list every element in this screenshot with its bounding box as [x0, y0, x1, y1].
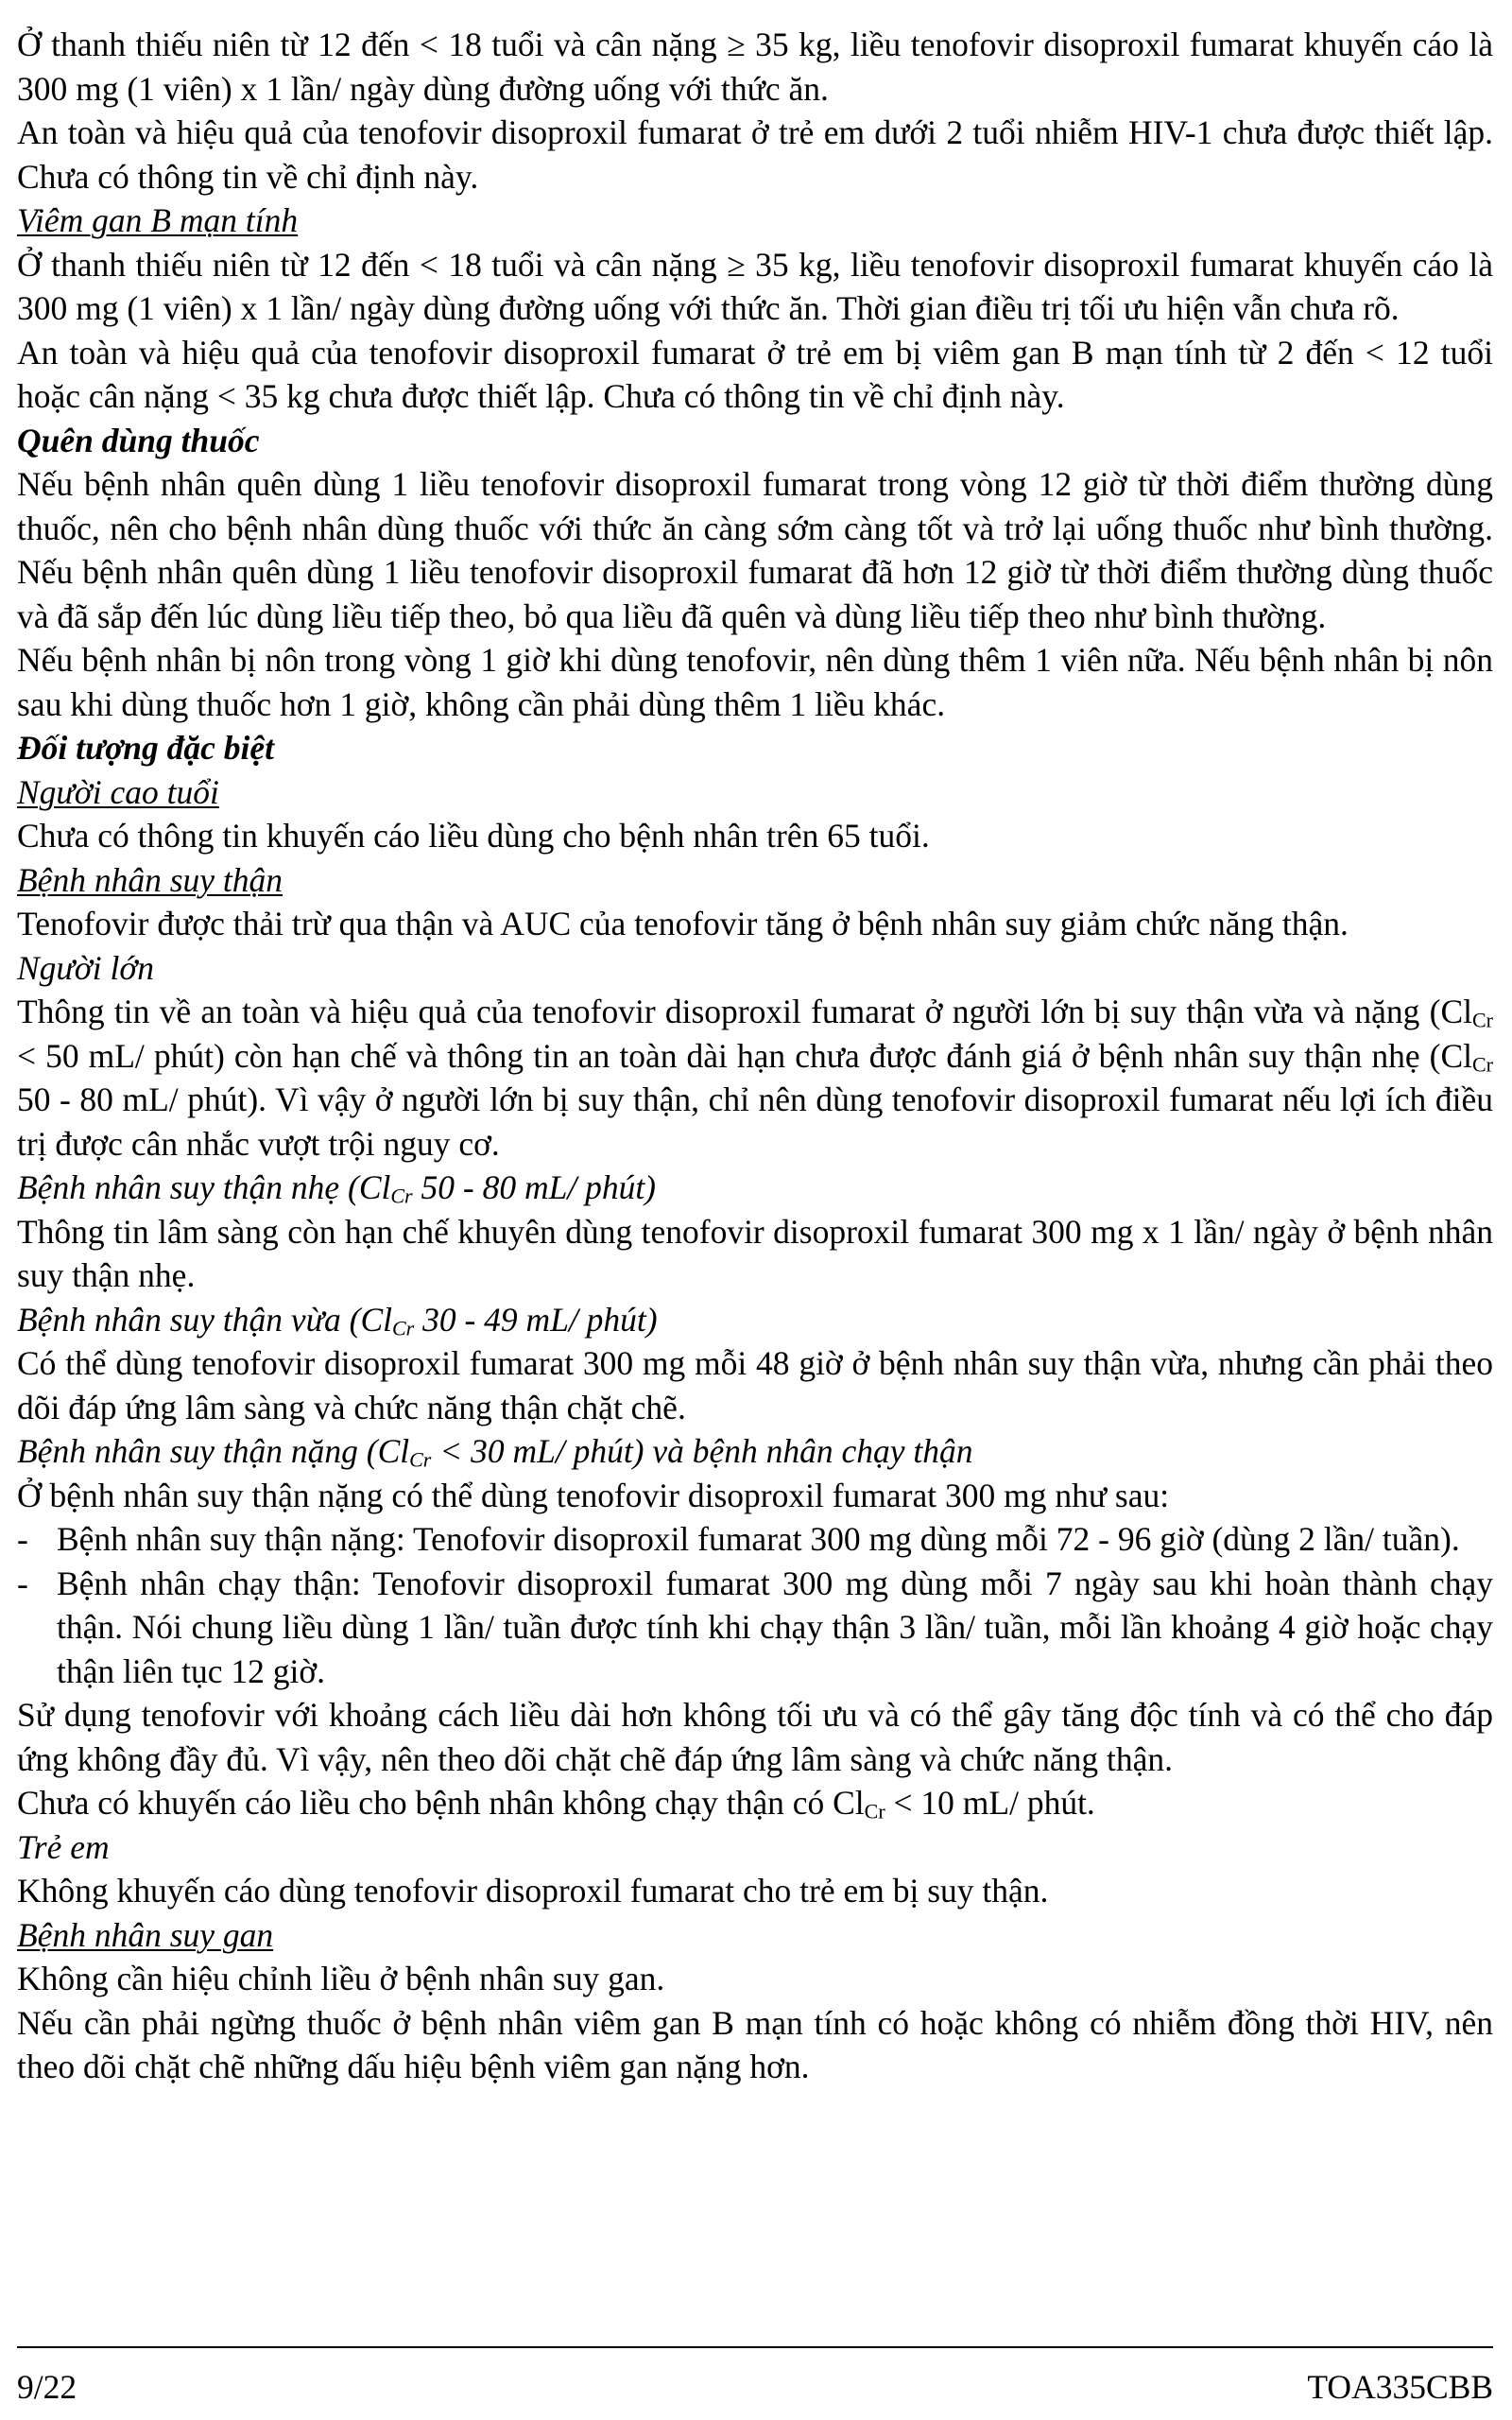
- document-code: TOA335CBB: [1307, 2368, 1493, 2406]
- page-number: 9/22: [17, 2368, 77, 2406]
- paragraph: Nếu cần phải ngừng thuốc ở bệnh nhân viêm gan B mạn tính có hoặc không có nhiễm đồng thời HIV, nên theo dõi chặt chẽ những dấu hiệu bệnh viêm gan nặng hơn.: [17, 2003, 1493, 2085]
- paragraph-adults: [17, 990, 1493, 1166]
- paragraph: Ở thanh thiếu niên từ 12 đến < 18 tuổi và cân nặng ≥ 35 kg, liều tenofovir disoproxil fumarat khuyến cáo là 300 mg (1 viên) x 1 lần/ ngày dùng đường uống với thức ăn. Thời gian điều trị tối ưu hiện vẫn chưa rõ.: [17, 245, 1493, 327]
- document-body: [17, 23, 1493, 2089]
- text-run: < 10 mL/ phút.: [885, 1784, 1095, 1822]
- subscript-cr: Cr: [1472, 1051, 1493, 1076]
- dash-marker: -: [17, 1564, 28, 1602]
- text-run: < 30 mL/ phút) và bệnh nhân chạy thận: [431, 1432, 973, 1470]
- subscript-cr: Cr: [409, 1447, 432, 1472]
- text-run: Thông tin về an toàn và hiệu quả của tenofovir disoproxil fumarat ở người lớn bị suy thận vừa và nặng (Cl: [17, 993, 1472, 1030]
- paragraph-no-dialysis: [17, 1781, 1493, 1825]
- paragraph: Chưa có thông tin khuyến cáo liều dùng cho bệnh nhân trên 65 tuổi.: [17, 817, 930, 855]
- paragraph: Ở bệnh nhân suy thận nặng có thể dùng tenofovir disoproxil fumarat 300 mg như sau:: [17, 1476, 1170, 1514]
- subheading-mild-renal: [17, 1166, 1493, 1210]
- text-run: < 50 mL/ phút) còn hạn chế và thông tin an toàn dài hạn chưa được đánh giá ở bệnh nhân suy thận nhẹ (Cl: [17, 1036, 1472, 1075]
- subheading-renal-impairment: Bệnh nhân suy thận: [17, 860, 284, 899]
- heading-missed-dose: Quên dùng thuốc: [17, 421, 260, 459]
- subscript-cr: Cr: [391, 1315, 415, 1340]
- text-run: 30 - 49 mL/ phút): [414, 1300, 658, 1339]
- subheading-moderate-renal: [17, 1298, 1493, 1342]
- subheading-children: Trẻ em: [17, 1827, 110, 1866]
- text-run: 50 - 80 mL/ phút): [412, 1168, 656, 1206]
- subscript-cr: Cr: [864, 1799, 885, 1824]
- text-run: Bệnh nhân suy thận nhẹ (Cl: [17, 1168, 391, 1206]
- subheading-chronic-hepatitis-b: Viêm gan B mạn tính: [17, 201, 299, 239]
- subheading-adults: Người lớn: [17, 948, 155, 987]
- paragraph: Tenofovir được thải trừ qua thận và AUC của tenofovir tăng ở bệnh nhân suy giảm chức năng thận.: [17, 905, 1349, 942]
- subheading-hepatic-impairment: Bệnh nhân suy gan: [17, 1915, 274, 1954]
- subscript-cr: Cr: [390, 1184, 413, 1208]
- paragraph: An toàn và hiệu quả của tenofovir disoproxil fumarat ở trẻ em bị viêm gan B mạn tính từ 2 đến < 12 tuổi hoặc cân nặng < 35 kg chưa được thiết lập. Chưa có thông tin về chỉ định này.: [17, 333, 1493, 415]
- paragraph: Nếu bệnh nhân quên dùng 1 liều tenofovir disoproxil fumarat trong vòng 12 giờ từ thời điểm thường dùng thuốc, nên cho bệnh nhân dùng thuốc với thức ăn càng sớm càng tốt và trở lại uống thuốc như bình thường. Nếu bệnh nhân quên dùng 1 liều tenofovir disoproxil fumarat đã hơn 12 giờ từ thời điểm thường dùng thuốc và đã sắp đến lúc dùng liều tiếp theo, bỏ qua liều đã quên và dùng liều tiếp theo như bình thường.: [17, 465, 1493, 635]
- heading-special-populations: Đối tượng đặc biệt: [17, 729, 275, 767]
- list-item-text: Bệnh nhân chạy thận: Tenofovir disoproxil fumarat 300 mg dùng mỗi 7 ngày sau khi hoàn thành chạy thận. Nói chung liều dùng 1 lần/ tuần được tính khi chạy thận 3 lần/ tuần, mỗi lần khoảng 4 giờ hoặc chạy thận liên tục 12 giờ.: [57, 1564, 1493, 1690]
- list-item: [17, 1562, 1493, 1694]
- list-item-text: Bệnh nhân suy thận nặng: Tenofovir disoproxil fumarat 300 mg dùng mỗi 72 - 96 giờ (dùng 2 lần/ tuần).: [57, 1520, 1460, 1558]
- text-run: Bệnh nhân suy thận nặng (Cl: [17, 1432, 410, 1470]
- text-run: Bệnh nhân suy thận vừa (Cl: [17, 1300, 392, 1339]
- subscript-cr: Cr: [1472, 1008, 1493, 1032]
- paragraph: Nếu bệnh nhân bị nôn trong vòng 1 giờ khi dùng tenofovir, nên dùng thêm 1 viên nữa. Nếu bệnh nhân bị nôn sau khi dùng thuốc hơn 1 giờ, không cần phải dùng thêm 1 liều khác.: [17, 641, 1493, 723]
- paragraph: Không cần hiệu chỉnh liều ở bệnh nhân suy gan.: [17, 1960, 665, 1997]
- paragraph: Có thể dùng tenofovir disoproxil fumarat 300 mg mỗi 48 giờ ở bệnh nhân suy thận vừa, nhưng cần phải theo dõi đáp ứng lâm sàng và chức năng thận chặt chẽ.: [17, 1344, 1493, 1426]
- paragraph: An toàn và hiệu quả của tenofovir disoproxil fumarat ở trẻ em dưới 2 tuổi nhiễm HIV-1 chưa được thiết lập. Chưa có thông tin về chỉ định này.: [17, 113, 1493, 196]
- dash-marker: -: [17, 1520, 28, 1558]
- footer-divider: [17, 2346, 1493, 2348]
- paragraph: Thông tin lâm sàng còn hạn chế khuyên dùng tenofovir disoproxil fumarat 300 mg x 1 lần/ ngày ở bệnh nhân suy thận nhẹ.: [17, 1212, 1493, 1294]
- text-run: 50 - 80 mL/ phút). Vì vậy ở người lớn bị suy thận, chỉ nên dùng tenofovir disoproxil fumarat nếu lợi ích điều trị được cân nhắc vượt trội nguy cơ.: [17, 1080, 1493, 1163]
- list-item: [17, 1517, 1493, 1562]
- paragraph: Ở thanh thiếu niên từ 12 đến < 18 tuổi và cân nặng ≥ 35 kg, liều tenofovir disoproxil fumarat khuyến cáo là 300 mg (1 viên) x 1 lần/ ngày dùng đường uống với thức ăn.: [17, 26, 1493, 108]
- subheading-severe-renal: [17, 1429, 1493, 1474]
- paragraph: Sử dụng tenofovir với khoảng cách liều dài hơn không tối ưu và có thể gây tăng độc tính và có thể cho đáp ứng không đầy đủ. Vì vậy, nên theo dõi chặt chẽ đáp ứng lâm sàng và chức năng thận.: [17, 1696, 1493, 1778]
- text-run: Chưa có khuyến cáo liều cho bệnh nhân không chạy thận có Cl: [17, 1784, 865, 1822]
- paragraph: Không khuyến cáo dùng tenofovir disoproxil fumarat cho trẻ em bị suy thận.: [17, 1872, 1049, 1910]
- subheading-elderly: Người cao tuổi: [17, 772, 219, 811]
